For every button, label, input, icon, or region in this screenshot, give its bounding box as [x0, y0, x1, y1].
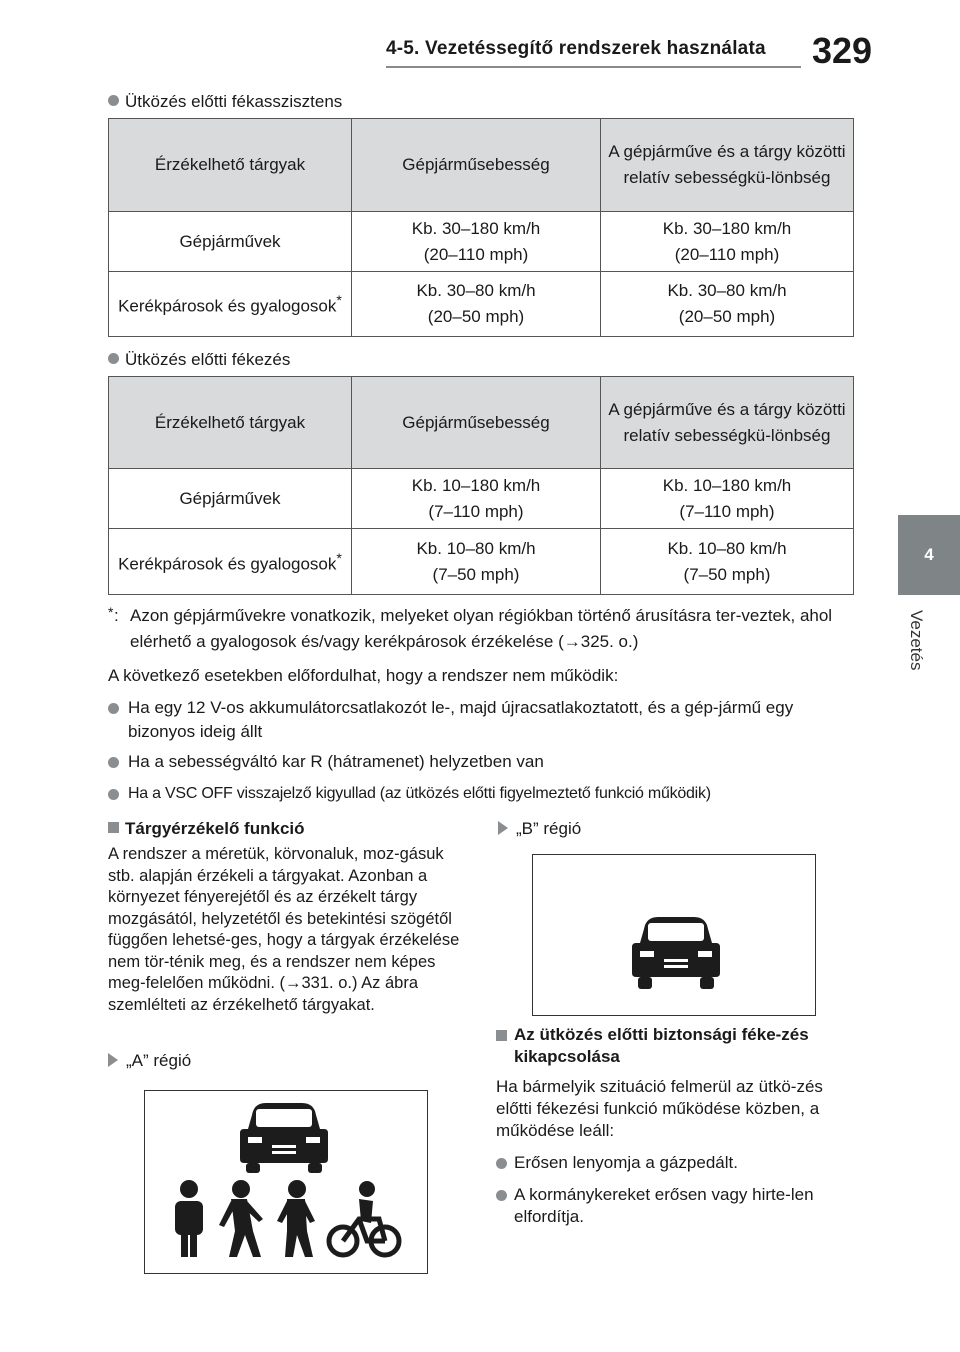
cell-speed: Kb. 30–180 km/h (20–110 mph) [352, 212, 601, 272]
region-b-figure [532, 854, 816, 1016]
pedestrian-icon [277, 1180, 315, 1257]
cell-object: Gépjárművek [109, 212, 352, 272]
safety-braking-off-body: Ha bármelyik szituáció felmerül az ütkö-zés előtti fékezési funkció működése közben, a működése leáll: [496, 1077, 823, 1140]
cell-relative: Kb. 10–180 km/h (7–110 mph) [601, 469, 854, 529]
arrow-right-icon [108, 1053, 118, 1067]
region-a-label: „A” régió [108, 1050, 191, 1072]
bullet-dot-icon [108, 95, 119, 106]
header-rule [386, 66, 801, 68]
safety-braking-off-heading: Az ütközés előtti biztonsági féke-zés kikapcsolása [496, 1024, 856, 1068]
chapter-tab: 4 [898, 515, 960, 595]
bullet-dot-icon [496, 1190, 507, 1201]
list-item: A kormánykereket erősen vagy hirte-len elfordítja. [496, 1184, 856, 1228]
arrow-right-icon [498, 821, 508, 835]
condition-item: Ha egy 12 V-os akkumulátorcsatlakozót le-, majd újracsatlakoztatott, és a gép-jármű egy bizonyos ideig állt [108, 696, 848, 744]
car-icon [632, 917, 720, 989]
bullet-dot-icon [496, 1158, 507, 1169]
col-header-objects: Érzékelhető tárgyak [109, 119, 352, 212]
footnote-text: Azon gépjárművekre vonatkozik, melyeket olyan régiókban történő árusításra ter-veztek, ahol elérhető a gyalogosok és/vagy kerékpárosok érzékelése (→325. o.) [130, 606, 833, 651]
section-square-icon [108, 822, 119, 833]
section2-title: Ütközés előtti fékezés [108, 348, 290, 372]
chapter-label: Vezetés [907, 610, 926, 671]
cell-object: Kerékpárosok és gyalogosok* [109, 529, 352, 595]
col-header-relative: A gépjárműve és a tárgy közötti relatív sebességkü-lönbség [601, 377, 854, 469]
cell-object: Kerékpárosok és gyalogosok* [109, 272, 352, 337]
pedestrian-icon [219, 1180, 263, 1257]
list-item: Erősen lenyomja a gázpedált. [496, 1152, 856, 1174]
col-header-speed: Gépjárműsebesség [352, 377, 601, 469]
section-square-icon [496, 1030, 507, 1041]
object-detection-heading: Tárgyérzékelő funkció [108, 818, 305, 840]
bullet-dot-icon [108, 789, 119, 800]
cell-speed: Kb. 10–80 km/h (7–50 mph) [352, 529, 601, 595]
col-header-objects: Érzékelhető tárgyak [109, 377, 352, 469]
region-a-figure [144, 1090, 428, 1274]
bullet-dot-icon [108, 757, 119, 768]
object-detection-body: A rendszer a méretük, körvonaluk, moz-gásuk stb. alapján érzékeli a tárgyakat. Azonban a környezet fényerejétől és az érzékelt tárgy mozgásától, helyzetétől és betekintési szögétől függően lehetsé-ges, hogy a tárgyak érzékelése nem tör-ténik meg, és a rendszer nem képes meg-felelően működni. (→331. o.) Az ábra szemlélteti az érzékelhető tárgyakat. [108, 845, 460, 1014]
col-header-relative: A gépjárműve és a tárgy közötti relatív sebességkü-lönbség [601, 119, 854, 212]
pedestrian-icon [175, 1180, 203, 1257]
cell-relative: Kb. 30–80 km/h (20–50 mph) [601, 272, 854, 337]
assist-spec-table [108, 118, 854, 337]
conditions-intro: A következő esetekben előfordulhat, hogy a rendszer nem működik: [108, 666, 619, 685]
condition-item: Ha a VSC OFF visszajelző kigyullad (az ütközés előtti figyelmeztető funkció működik) [108, 782, 868, 806]
cell-object: Gépjárművek [109, 469, 352, 529]
region-b-label: „B” régió [498, 818, 581, 840]
footnote-mark: * [108, 604, 114, 620]
col-header-speed: Gépjárműsebesség [352, 119, 601, 212]
footnote-colon: : [114, 606, 119, 625]
bullet-dot-icon [108, 703, 119, 714]
condition-item: Ha a sebességváltó kar R (hátramenet) helyzetben van [108, 750, 848, 774]
cell-speed: Kb. 10–180 km/h (7–110 mph) [352, 469, 601, 529]
page-number: 329 [812, 30, 873, 71]
braking-spec-table [108, 376, 854, 595]
footnote [108, 603, 856, 655]
cyclist-icon [329, 1219, 399, 1255]
section1-title: Ütközés előtti fékasszisztens [108, 90, 342, 114]
cell-relative: Kb. 30–180 km/h (20–110 mph) [601, 212, 854, 272]
cell-speed: Kb. 30–80 km/h (20–50 mph) [352, 272, 601, 337]
bullet-dot-icon [108, 353, 119, 364]
cell-relative: Kb. 10–80 km/h (7–50 mph) [601, 529, 854, 595]
section-header-title: 4-5. Vezetéssegítő rendszerek használata [386, 38, 766, 59]
car-icon [240, 1103, 328, 1173]
